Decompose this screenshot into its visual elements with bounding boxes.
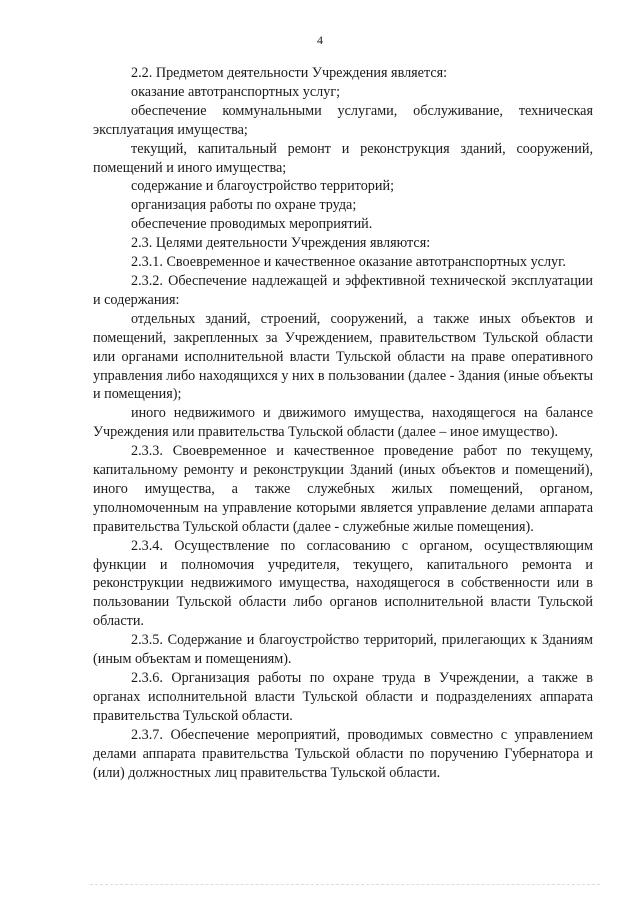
page-number: 4: [317, 33, 323, 47]
subject-item-utilities: обеспечение коммунальными услугами, обслуживание, техническая эксплуатация имущества;: [93, 102, 593, 138]
subject-item-transport: оказание автотранспортных услуг;: [131, 83, 341, 100]
scan-footer-marks: [90, 884, 600, 887]
subject-item-labor-safety: организация работы по охране труда;: [131, 197, 357, 214]
goal-item-buildings: отдельных зданий, строений, сооружений, а также иных объектов и помещений, закрепленных за Учреждением, правительством Тульской области или органами исполнительной власти Тульской области на праве оперативного управления либо находящихся у них в пользовании (далее - Здания (иные объекты и помещения);: [93, 310, 593, 403]
subject-item-events: обеспечение проводимых мероприятий.: [131, 216, 373, 233]
document-body: [93, 64, 593, 782]
paragraph-2-3-6: 2.3.6. Организация работы по охране труда в Учреждении, а также в органах исполнительной власти Тульской области и подразделениях аппарата правительства Тульской области.: [93, 670, 593, 724]
paragraph-2-3-1: 2.3.1. Своевременное и качественное оказание автотранспортных услуг.: [131, 254, 566, 271]
paragraph-2-3-5: 2.3.5. Содержание и благоустройство территорий, прилегающих к Зданиям (иным объектам и помещениям).: [93, 632, 593, 668]
paragraph-2-3-4: 2.3.4. Осуществление по согласованию с органом, осуществляющим функции и полномочия учредителя, текущего, капитального ремонта и реконструкции недвижимого имущества, находящегося в собственности или в пользовании Тульской области либо органов исполнительной власти Тульской области.: [93, 537, 593, 630]
paragraph-2-3-2: 2.3.2. Обеспечение надлежащей и эффективной технической эксплуатации и содержания:: [93, 272, 593, 308]
paragraph-2-2: 2.2. Предметом деятельности Учреждения является:: [131, 65, 448, 81]
subject-item-repair: текущий, капитальный ремонт и реконструкция зданий, сооружений, помещений и иного имущества;: [93, 140, 593, 176]
goal-item-other-property: иного недвижимого и движимого имущества, находящегося на балансе Учреждения или правительства Тульской области (далее – иное имущество).: [93, 405, 593, 441]
paragraph-2-3-7: 2.3.7. Обеспечение мероприятий, проводимых совместно с управлением делами аппарата правительства Тульской области по поручению Губернатора и (или) должностных лиц правительства Тульской области.: [93, 726, 593, 781]
subject-item-territories: содержание и благоустройство территорий;: [131, 178, 395, 195]
paragraph-2-3-3: 2.3.3. Своевременное и качественное проведение работ по текущему, капитальному ремонту и реконструкции Зданий (иных объектов и помещений), иного имущества, а также служебных жилых помещений, органом, уполномоченным на управление которыми является управление делами аппарата правительства Тульской области (далее - служебные жилые помещения).: [93, 443, 593, 535]
paragraph-2-3: 2.3. Целями деятельности Учреждения являются:: [131, 235, 431, 252]
